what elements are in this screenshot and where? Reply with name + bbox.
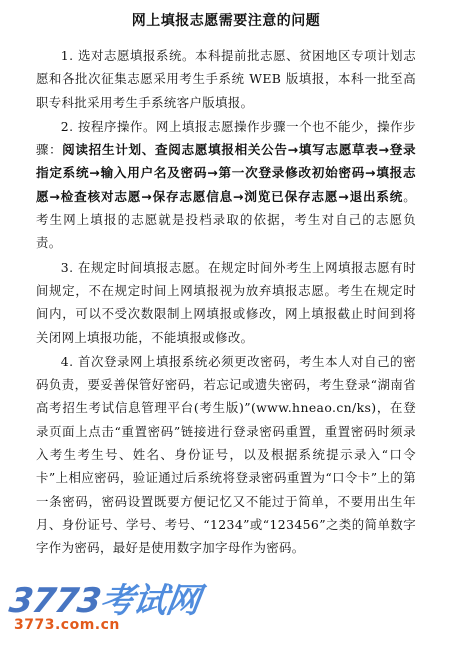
watermark-url: 3773.com.cn: [14, 617, 120, 633]
watermark-brand-number: 3773: [6, 581, 103, 621]
watermark-brand-text: 考试网: [97, 581, 202, 621]
watermark-logo: [6, 573, 202, 643]
paragraph-3: 3. 在规定时间填报志愿。在规定时间外考生上网填报志愿有时间规定，不在规定时间上网填报视为放弃填报志愿。考生在规定时间内，可以不受次数限制上网填报或修改，网上填报截止时间到将关闭网上填报功能，不能填报或修改。: [36, 259, 416, 345]
paragraph-2-steps: 阅读招生计划、查阅志愿填报相关公告→填写志愿草表→登录指定系统→输入用户名及密码→第一次登录修改初始密码→填报志愿→检查核对志愿→保存志愿信息→浏览已保存志愿→退出系统: [36, 142, 416, 204]
paragraph-2-intro: 2. 按程序操作。网上填报志愿操作步骤一个也不能少，操作步骤：: [36, 118, 416, 158]
document-title: 网上填报志愿需要注意的问题: [131, 13, 321, 29]
paragraph-1: 1. 选对志愿填报系统。本科提前批志愿、贫困地区专项计划志愿和各批次征集志愿采用考生手系统 WEB 版填报，本科一批至高职专科批采用考生手系统客户版填报。: [36, 48, 416, 110]
paragraph-2-outro: 。考生网上填报的志愿就是投档录取的依据，考生对自己的志愿负责。: [36, 188, 416, 251]
paragraph-4: 4. 首次登录网上填报系统必须更改密码，考生本人对自己的密码负责，要妥善保管好密码，若忘记或遗失密码，考生登录“湖南省高考招生考试信息管理平台(考生版)”(www.hneao.cn/ks)，在登录页面上点击“重置密码”链接进行登录密码重置，重置密码时须录入考生考生号、姓名、身份证号，以及根据系统提示录入“口令卡”上相应密码，验证通过后系统将登录密码重置为“口令卡”上的第一条密码，密码设置既要方便记忆又不能过于简单，不要用出生年月、身份证号、学号、考号、“1234”或“123456”之类的简单数字字作为密码，最好是使用数字加字母作为密码。: [36, 353, 416, 556]
paragraph-2: [36, 115, 416, 255]
watermark-brand: [7, 573, 204, 622]
